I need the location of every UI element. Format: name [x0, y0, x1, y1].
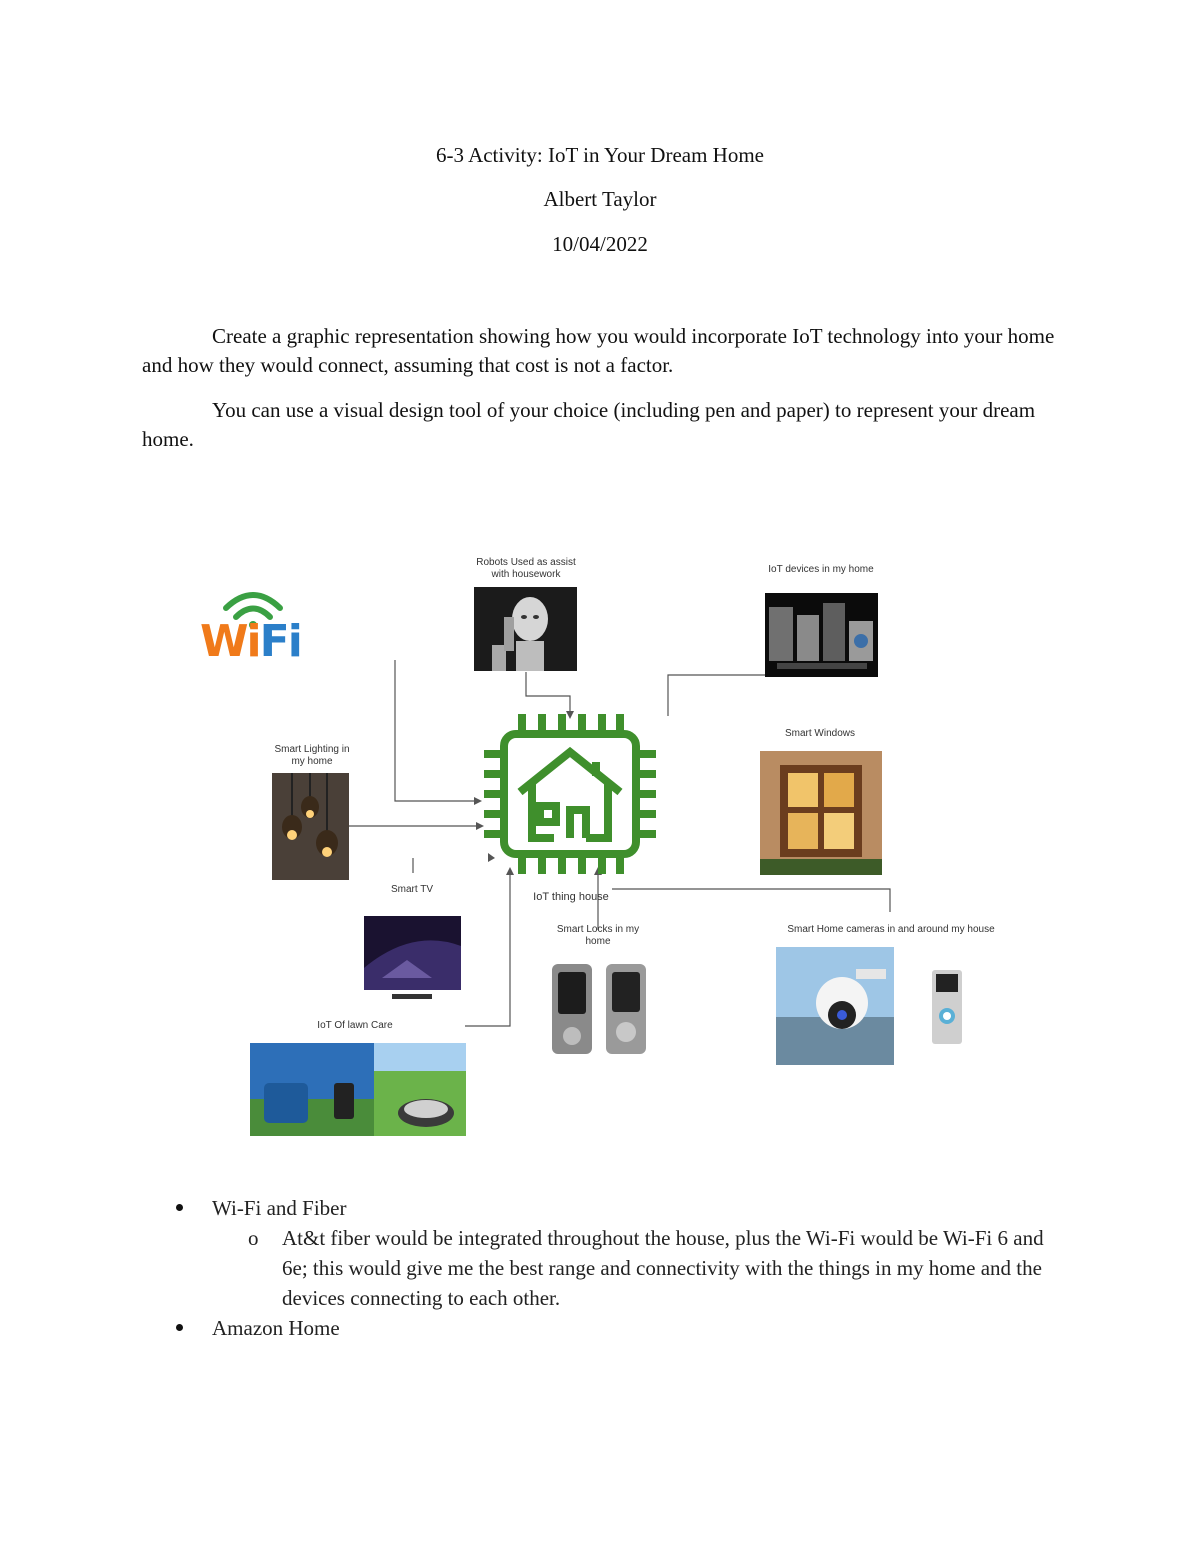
smart-home-chip-icon [484, 714, 656, 874]
video-doorbell-image [928, 970, 966, 1044]
appliances-icon [765, 593, 878, 677]
wifi-logo-text: WiFi [200, 616, 301, 667]
bullet-amazon-home: Amazon Home [212, 1316, 340, 1340]
camera-icon [776, 947, 894, 1065]
robots-label: Robots Used as assist with housework [476, 557, 576, 580]
prompt-paragraph-1: Create a graphic representation showing how you would incorporate IoT technology into your home and how they would connect, assuming that cost is not a factor. [142, 324, 1055, 377]
smart-cameras-label: Smart Home cameras in and around my house [787, 924, 995, 935]
smart-locks-image [546, 958, 652, 1061]
security-camera-image [776, 947, 894, 1065]
smart-lighting-image [272, 773, 349, 880]
robot-image [474, 587, 577, 671]
window-icon [760, 751, 882, 875]
smart-windows-label: Smart Windows [784, 728, 855, 739]
smart-windows-image [760, 751, 882, 875]
smart-tv-image [362, 908, 463, 1009]
doorbell-icon [928, 970, 966, 1044]
smart-locks-label: Smart Locks in my home [556, 924, 640, 947]
pendant-lamps-icon [272, 773, 349, 880]
document-title: 6-3 Activity: IoT in Your Dream Home [435, 143, 764, 167]
iot-devices-image [765, 593, 878, 677]
wifi-logo [196, 584, 306, 670]
tv-icon [362, 908, 463, 1009]
lawn-connector [465, 870, 510, 1026]
wifi-connector [395, 660, 480, 801]
iot-hub-chip [484, 714, 656, 874]
hub-label: IoT thing house [533, 891, 609, 903]
lock-icon [546, 958, 652, 1061]
iot-diagram [0, 540, 1200, 1150]
prompt-paragraph-2: You can use a visual design tool of your choice (including pen and paper) to represent your dream home. [142, 398, 1036, 451]
lawn-care-label: IoT Of lawn Care [317, 1020, 393, 1031]
smart-tv-label: Smart TV [390, 884, 434, 895]
smart-lighting-label: Smart Lighting in my home [274, 744, 350, 767]
sub-bullet-fiber-detail: At&t fiber would be integrated throughout the house, plus the Wi-Fi would be Wi-Fi 6 and 6e; this would give me the best range and connectivity with the things in my home and the devices connecting to each other. [282, 1226, 1044, 1310]
document-date: 10/04/2022 [552, 232, 648, 256]
robot-icon [474, 587, 577, 671]
bullet-wifi-fiber: Wi-Fi and Fiber [212, 1196, 347, 1220]
robots-connector [526, 672, 570, 716]
bullet-dot [176, 1204, 183, 1211]
cameras-connector [612, 889, 890, 912]
bullet-dot [176, 1324, 183, 1331]
lawn-care-image [250, 1043, 466, 1136]
author-name: Albert Taylor [543, 187, 657, 211]
lawn-care-icon [250, 1043, 466, 1136]
iot-devices-label: IoT devices in my home [768, 564, 874, 575]
sub-bullet-marker: o [248, 1226, 259, 1250]
devices-connector [668, 675, 765, 716]
